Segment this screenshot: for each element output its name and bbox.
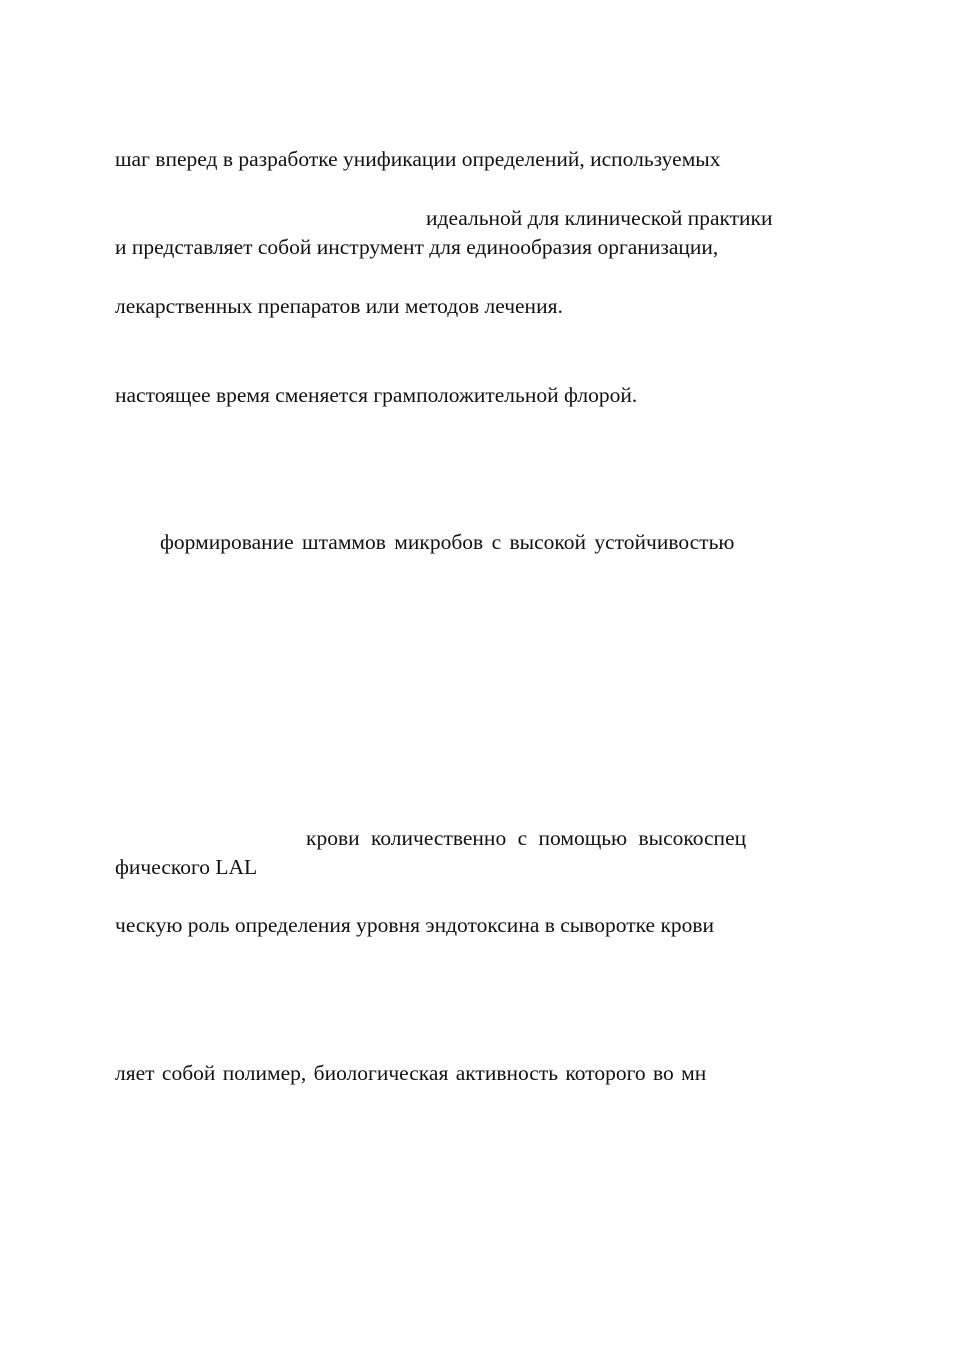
text-line: настоящее время сменяется грамположительной флорой. — [115, 383, 638, 407]
text-line: ческую роль определения уровня эндотоксина в сыворотке крови — [115, 913, 715, 937]
text-line: формирование штаммов микробов с высокой устойчивостью — [160, 530, 735, 554]
text-line: и представляет собой инструмент для единообразия организации, — [115, 235, 719, 259]
text-line: лекарственных препаратов или методов лечения. — [115, 294, 563, 318]
text-line: крови количественно с помощью высокоспец — [306, 826, 747, 850]
text-line: фического LAL — [115, 855, 258, 879]
text-line: идеальной для клинической практики — [426, 206, 773, 230]
text-line: ляет собой полимер, биологическая активность которого во мн — [115, 1061, 707, 1085]
text-line: шаг вперед в разработке унификации определений, используемых — [115, 147, 721, 171]
